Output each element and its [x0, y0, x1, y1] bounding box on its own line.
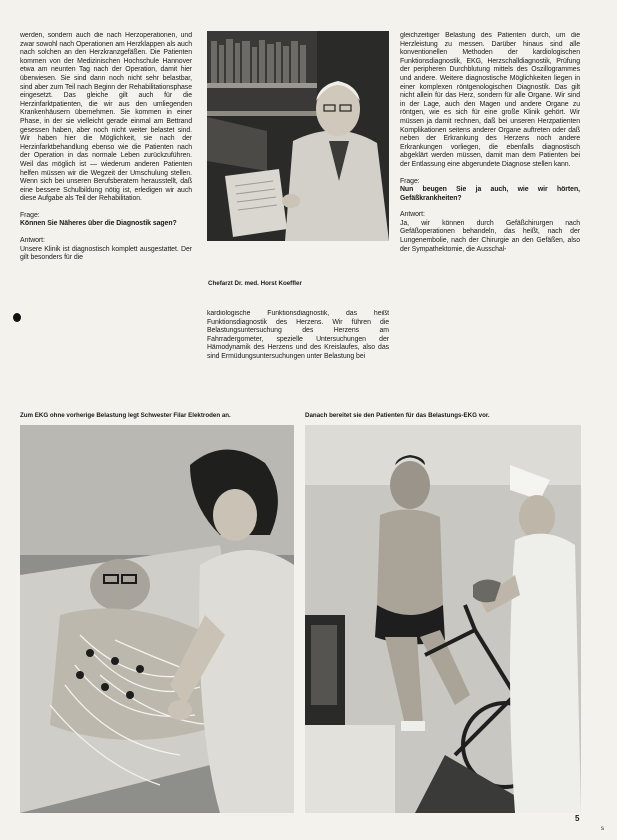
interview-column-right: [400, 32, 580, 384]
photo-caption-ekg-electrodes: Zum EKG ohne vorherige Belastung legt Schwester Filar Elektroden an.: [20, 412, 231, 419]
photo-ekg-electrodes: [20, 425, 294, 813]
photo-ekg-illustration: [20, 425, 294, 813]
question-label: Frage:: [20, 211, 40, 219]
answer-text: Unsere Klinik ist diagnostisch komplett ausgestattet. Der gilt besonders für die: [20, 245, 192, 262]
photo-caption-chief-physician: Chefarzt Dr. med. Horst Koeffler: [208, 280, 302, 287]
photo-chief-physician-illustration: [207, 31, 389, 241]
question-label: Frage:: [400, 177, 420, 185]
answer-label: Antwort:: [400, 211, 425, 219]
photo-chief-physician: [207, 31, 389, 241]
body-paragraph: kardiologische Funktionsdiagnostik, das heißt Funktionsdiagnostik des Herzens. Wir führen die Belastungsuntersuchung des Herzens am Fahrradergometer, spezielle Untersuchungen der Hämodynamik des Herzens und des Kreislaufes, also das sind Ermüdungsuntersuchungen unter Belastung bei: [207, 310, 389, 360]
answer-label: Antwort:: [20, 237, 45, 245]
photo-stress-ekg-illustration: [305, 425, 581, 813]
edge-mark: s: [601, 826, 604, 832]
question-text: Können Sie Näheres über die Diagnostik sagen?: [20, 220, 177, 228]
page-number: 5: [575, 814, 580, 823]
photo-caption-stress-ekg: Danach bereitet sie den Patienten für das Belastungs-EKG vor.: [305, 412, 490, 419]
photo-stress-ekg-bike: [305, 425, 581, 813]
body-paragraph: werden, sondern auch die nach Herzoperationen, und zwar sowohl nach Operationen am Herzklappen als auch nach solchen an den Herzkranzgefäßen. Die Patienten kommen von der Medizinischen Hochschule Hannover etwa am neunten Tag nach der Operation, damit hier überwiesen. Sie sind dann noch nicht sehr belastbar, sind aber zum Teil nach Beginn der Rehabilitationsphase eingesetzt. Das gleiche gilt auch für die Herzinfarktpatienten, die wir aus den umliegenden Krankenhäusern übernehmen. Sie kommen in einer Phase, in der sie vielleicht gerade einmal am Bettrand gesessen haben, aber noch nicht weiter belastet sind. Wir haben hier die Möglichkeit, sie nach der Herzinfarktbehandlung ebenso wie die Patienten nach der Operation in das normale Leben zurückzuführen. Weil das möglich ist — wiederum anderen Patienten helfen müssen wir die Wegzeit der Umschulung stellen. Wenn sich bei unseren Berufsberatern herausstellt, daß eine bessere Schulbildung nötig ist, erledigen wir auch diese Aufgabe als Teil der Rehabilitation.: [20, 32, 192, 203]
interview-column-middle: [207, 310, 389, 384]
question-text: Nun beugen Sie ja auch, wie wir hörten, Gefäßkrankheiten?: [400, 186, 580, 202]
interview-column-left: [20, 32, 192, 382]
body-paragraph: gleichzeitiger Belastung des Patienten durch, um die Herzleistung zu messen. Darüber hinaus sind alle konventionellen Methoden der kardiologischen Funktionsdiagnostik, EKG, Herzschalldiagnostik, Prüfung der peripheren Durchblutung mittels des Oszillogrammes und andere. Weitere diagnostische Möglichkeiten liegen in einer komplexen röntgenologischen Diagnostik. Das gilt nicht allein für das Herz, sondern für alle Organe. Wir sind in der Lage, auch den Magen und andere Organe zu röntgen, wie es sich für eine große Klinik gehört. Wir müssen ja damit rechnen, daß bei unseren Herzpatienten Komplikationen seitens anderer Organe auftreten oder daß neben der Erkrankung des Herzens noch andere Erkrankungen vorliegen, die ebenfalls diagnostisch abgeklärt werden müssen, damit man dem Patienten bei der Entlassung eine abgerundete Diagnose stellen kann.: [400, 32, 580, 168]
answer-text: Ja, wir können durch Gefäßchirurgen nach Gefäßoperationen behandeln, das heißt, nach der Lungenembolie, nach der Chirurgie an den Gefäßen, also der Sympathektomie, die Ausschal-: [400, 219, 580, 253]
